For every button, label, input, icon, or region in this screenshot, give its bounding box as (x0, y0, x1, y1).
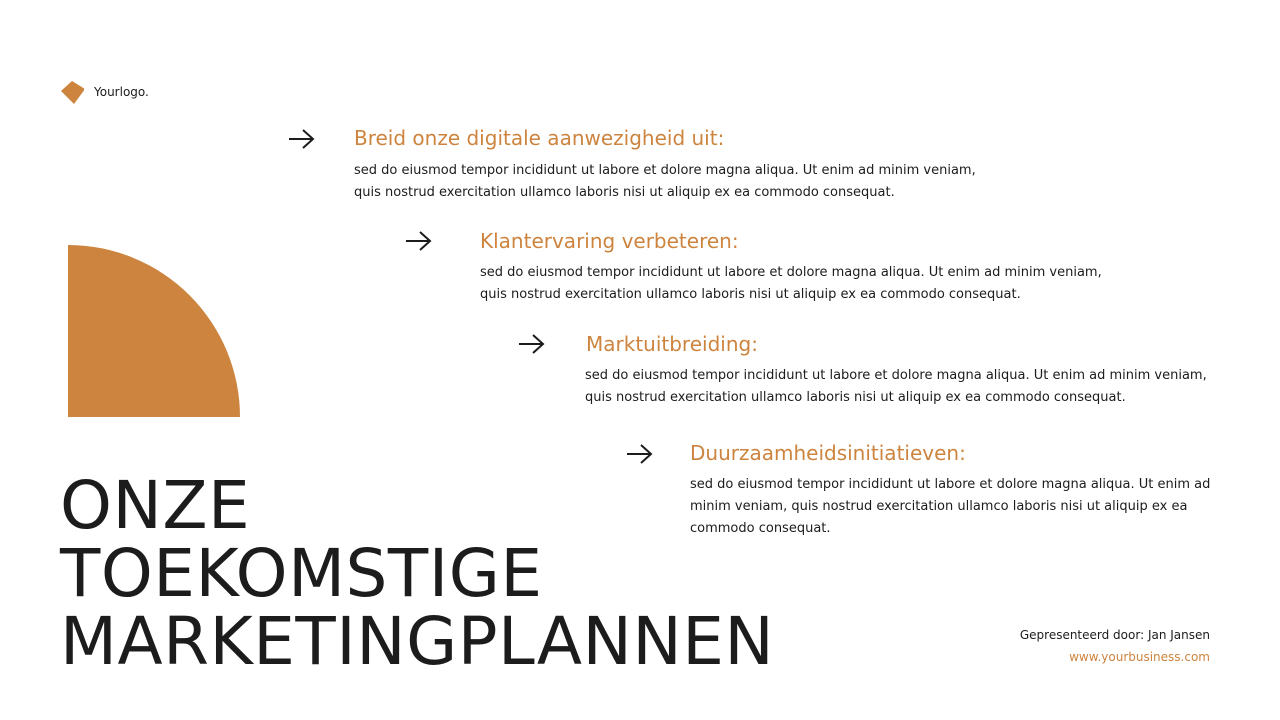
arrow-right-icon (518, 333, 546, 355)
item-title-digital: Breid onze digitale aanwezigheid uit: (354, 126, 725, 150)
item-title-sustainability: Duurzaamheidsinitiatieven: (690, 441, 966, 465)
website-link[interactable]: www.yourbusiness.com (1069, 650, 1210, 664)
item-body-market-expansion: sed do eiusmod tempor incididunt ut labore et dolore magna aliqua. Ut enim ad minim veniam, quis nostrud exercitation ullamco laboris nisi ut aliquip ex ea commodo consequat. (585, 368, 1207, 405)
presenter-text: Gepresenteerd door: Jan Jansen (1019, 628, 1210, 642)
page-title-line: ONZE (60, 467, 251, 544)
logo (60, 80, 149, 104)
page-title-line: MARKETINGPLANNEN (60, 603, 775, 680)
page-title (60, 467, 775, 680)
item-body-digital: sed do eiusmod tempor incididunt ut labore et dolore magna aliqua. Ut enim ad minim veniam, quis nostrud exercitation ullamco laboris nisi ut aliquip ex ea commodo consequat. (354, 163, 976, 200)
arrow-right-icon (626, 443, 654, 465)
diamond-logo-icon (60, 80, 84, 104)
logo-text: Yourlogo. (94, 85, 149, 99)
page-title-line: TOEKOMSTIGE (60, 535, 543, 612)
item-title-market-expansion: Marktuitbreiding: (586, 332, 758, 356)
decorative-quarter-circle (68, 245, 240, 417)
item-title-customer-experience: Klantervaring verbeteren: (480, 229, 739, 253)
item-body-sustainability: sed do eiusmod tempor incididunt ut labore et dolore magna aliqua. Ut enim ad minim veniam, quis nostrud exercitation ullamco laboris nisi ut aliquip ex ea commodo consequat. (690, 477, 1211, 536)
item-body-customer-experience: sed do eiusmod tempor incididunt ut labore et dolore magna aliqua. Ut enim ad minim veniam, quis nostrud exercitation ullamco laboris nisi ut aliquip ex ea commodo consequat. (480, 265, 1102, 302)
arrow-right-icon (405, 230, 433, 252)
arrow-right-icon (288, 128, 316, 150)
